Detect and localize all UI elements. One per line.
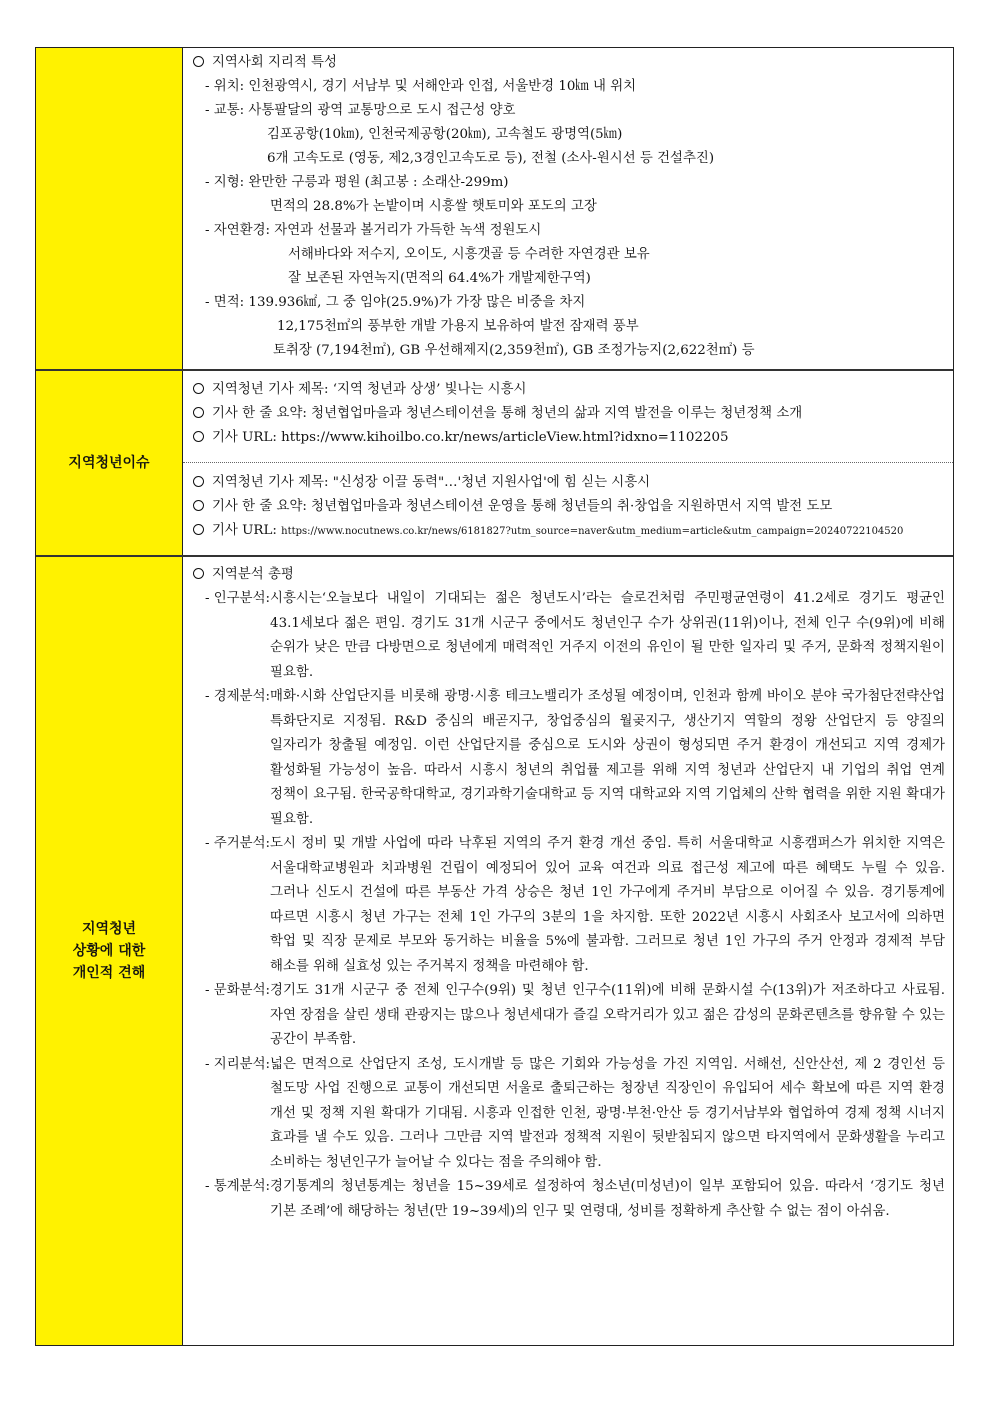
article1-url-line: 기사 URL: https://www.kihoilbo.co.kr/news/articleView.html?idxno=1102205: [193, 426, 945, 450]
geography-heading: 지역사회 지리적 특성: [193, 51, 945, 75]
analysis-housing: - 주거분석: 도시 정비 및 개발 사업에 따라 낙후된 지역의 주거 환경 개선 중임. 특히 서울대학교 시흥캠퍼스가 위치한 지역은 서울대학교병원과 치과병원 건립이 예정되어 있어 교육 여건과 의료 접근성 제고에 따른 혜택도 누릴 수 있음. 그러나 신도시 건설에 따른 부동산 가격 상승은 청년 1인 가구에게 주거비 부담으로 이어질 수 있음. 경기통계에 따르면 시흥시 청년 가구는 전체 1인 가구의 3분의 1을 차지함. 또한 2022년 시흥시 사회조사 보고서에 의하면 학업 및 직장 문제로 부모와 동거하는 비율을 5%에 불과함. 그러므로 청년 1인 가구의 주거 안정과 경제적 부담 해소를 위해 실효성 있는 주거복지 정책을 마련해야 함.: [205, 836, 945, 974]
circle-bullet-icon: [193, 383, 204, 394]
article1-title: 지역청년 기사 제목: ‘지역 청년과 상생’ 빛나는 시흥시: [193, 378, 945, 402]
article-divider: [183, 462, 953, 463]
geo-line: 12,175천㎡의 풍부한 개발 가용지 보유하여 발전 잠재력 풍부: [277, 319, 639, 334]
circle-bullet-icon: [193, 500, 204, 511]
article1-url-link[interactable]: https://www.kihoilbo.co.kr/news/articleView.html?idxno=1102205: [281, 430, 729, 445]
geo-line: - 지형: 완만한 구릉과 평원 (최고봉 : 소래산-299m): [205, 175, 509, 190]
article1-summary: 기사 한 줄 요약: 청년협업마을과 청년스테이션을 통해 청년의 삶과 지역 발전을 이루는 청년정책 소개: [193, 402, 945, 426]
circle-bullet-icon: [193, 524, 204, 535]
geo-line: 6개 고속도로 (영동, 제2,3경인고속도로 등), 전철 (소사-원시선 등 건설추진): [267, 151, 715, 166]
row-youth-issue: [36, 371, 953, 557]
circle-bullet-icon: [193, 407, 204, 418]
analysis-economy: - 경제분석: 매화·시화 산업단지를 비롯해 광명·시흥 테크노밸리가 조성될 예정이며, 인천과 함께 바이오 분야 국가첨단전략산업 특화단지로 지정됨. R&D 중심의 배곧지구, 창업중심의 월곶지구, 생산기지 역할의 정왕 산업단지 등 양질의 일자리가 창출될 예정임. 이런 산업단지를 중심으로 도시와 상권이 형성되면 주거 환경이 개선되고 지역 경제가 활성화될 가능성이 높음. 따라서 시흥시 청년의 취업률 제고를 위해 지역 청년과 산업단지 내 기업의 취업 연계 정책이 요구됨. 한국공학대학교, 경기과학기술대학교 등 지역 대학교와 지역 기업체의 산학 협력을 위한 지원 확대가 필요함.: [205, 689, 945, 827]
personal-view-content: [183, 557, 953, 1345]
geo-line: 서해바다와 저수지, 오이도, 시흥갯골 등 수려한 자연경관 보유: [288, 247, 650, 262]
circle-bullet-icon: [193, 476, 204, 487]
circle-bullet-icon: [193, 568, 204, 579]
row-personal-view: [36, 557, 953, 1345]
geo-line: 토취장 (7,194천㎡), GB 우선해제지(2,359천㎡), GB 조정가능지(2,622천㎡) 등: [273, 343, 755, 358]
geo-line: - 교통: 사통팔달의 광역 교통망으로 도시 접근성 양호: [205, 103, 516, 118]
analysis-population: - 인구분석: 시흥시는‘오늘보다 내일이 기대되는 젊은 청년도시’라는 슬로건처럼 주민평균연령이 41.2세로 경기도 평균인 43.1세보다 젊은 편임. 경기도 31개 시군구 중에서도 청년인구 수가 상위권(11위)이나, 전체 인구 수(9위)에 비해 순위가 낮은 만큼 다방면으로 청년에게 매력적인 거주지 이전의 유인이 될 만한 일자리 및 주거, 문화적 정책지원이 필요함.: [205, 591, 945, 680]
analysis-statistics: - 통계분석: 경기통계의 청년통계는 청년을 15~39세로 설정하여 청소년(미성년)이 일부 포함되어 있음. 따라서 ‘경기도 청년 기본 조례’에 해당하는 청년(만 19~39세)의 인구 및 연령대, 성비를 정확하게 추산할 수 없는 점이 아쉬움.: [205, 1179, 945, 1219]
geo-line: 잘 보존된 자연녹지(면적의 64.4%가 개발제한구역): [288, 271, 591, 286]
analysis-geography: - 지리분석: 넓은 면적으로 산업단지 조성, 도시개발 등 많은 기회와 가능성을 가진 지역임. 서해선, 신안산선, 제 2 경인선 등 철도망 사업 진행으로 교통이 개선되면 서울로 출퇴근하는 청장년 직장인이 유입되어 세수 확보에 따른 지역 환경 개선 및 정책 지원 확대가 기대됨. 시흥과 인접한 인천, 광명·부천·안산 등 경기서남부와 협업하여 경제 정책 시너지 효과를 낼 수도 있음. 그러나 그만큼 지역 발전과 정책적 지원이 뒷받침되지 않으면 타지역에서 문화생활을 누리고 소비하는 청년인구가 늘어날 수 있다는 점을 주의해야 함.: [205, 1056, 945, 1170]
geo-line: - 위치: 인천광역시, 경기 서남부 및 서해안과 인접, 서울반경 10㎞ 내 위치: [205, 79, 637, 94]
personal-view-label: 지역청년 상황에 대한 개인적 견해: [36, 557, 183, 1345]
youth-issue-content: [183, 371, 953, 555]
geo-line: - 자연환경: 자연과 선물과 볼거리가 가득한 녹색 정원도시: [205, 223, 542, 238]
geo-line: - 면적: 139.936㎢, 그 중 임야(25.9%)가 가장 많은 비중을 차지: [205, 295, 586, 310]
youth-issue-label: 지역청년이슈: [36, 371, 183, 555]
geo-line: 김포공항(10㎞), 인천국제공항(20㎞), 고속철도 광명역(5㎞): [267, 127, 623, 142]
article2-url-link[interactable]: https://www.nocutnews.co.kr/news/6181827?utm_source=naver&utm_medium=article&utm_campaign=20240722104520: [281, 526, 904, 537]
geo-line: 면적의 28.8%가 논밭이며 시흥쌀 햇토미와 포도의 고장: [270, 199, 597, 214]
circle-bullet-icon: [193, 431, 204, 442]
article2-title: 지역청년 기사 제목: "신성장 이끌 동력"…'청년 지원사업'에 힘 싣는 시흥시: [193, 471, 945, 495]
circle-bullet-icon: [193, 56, 204, 67]
geography-content: [183, 48, 953, 369]
article2-summary: 기사 한 줄 요약: 청년협업마을과 청년스테이션 운영을 통해 청년들의 취·창업을 지원하면서 지역 발전 도모: [193, 495, 945, 519]
analysis-heading: 지역분석 총평: [193, 563, 945, 587]
content-table: [35, 47, 954, 1346]
row-label-empty: [36, 48, 183, 369]
row-geography: [36, 48, 953, 371]
analysis-culture: - 문화분석: 경기도 31개 시군구 중 전체 인구수(9위) 및 청년 인구수(11위)에 비해 문화시설 수(13위)가 저조하다고 사료됨. 자연 장점을 살린 생태 관광지는 많으나 청년세대가 즐길 오락거리가 있고 젊은 감성의 문화콘텐츠를 향유할 수 있는 공간이 부족함.: [205, 983, 945, 1047]
article2-url-line: 기사 URL: https://www.nocutnews.co.kr/news/6181827?utm_source=naver&utm_medium=article&utm_campaign=20240722104520: [193, 519, 945, 544]
